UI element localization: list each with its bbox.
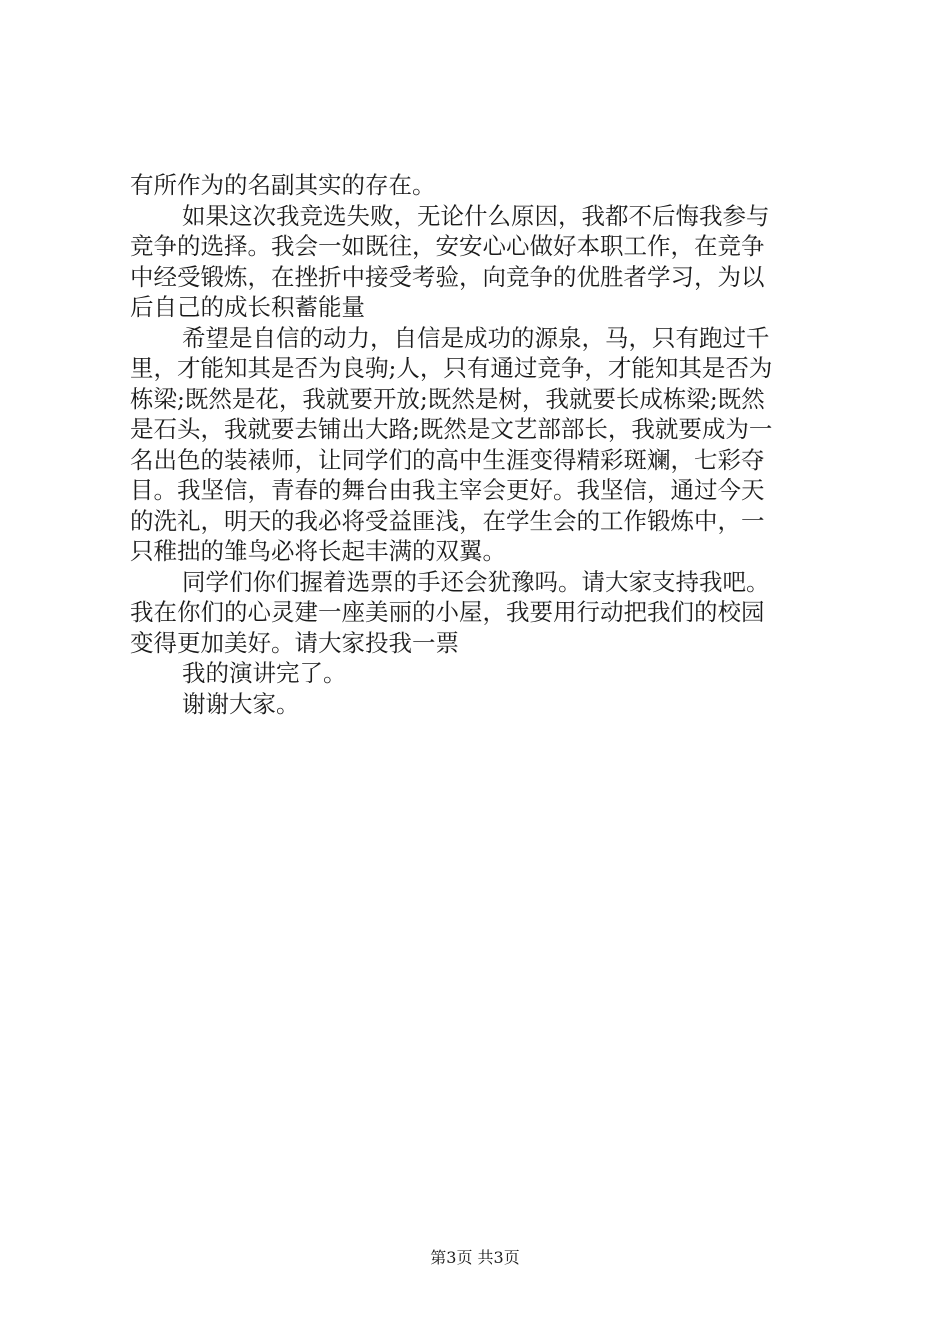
text-line: 栋梁;既然是花，我就要开放;既然是树，我就要长成栋梁;既然 [130,384,765,413]
text-line: 我在你们的心灵建一座美丽的小屋，我要用行动把我们的校园 [130,598,765,626]
document-body [130,170,830,719]
text-line: 中经受锻炼，在挫折中接受考验，向竞争的优胜者学习，为以 [130,262,765,291]
text-line: 谢谢大家。 [182,689,300,718]
text-line: 希望是自信的动力，自信是成功的源泉，马，只有跑过千 [182,323,770,352]
text-line: 是石头，我就要去铺出大路;既然是文艺部部长，我就要成为一 [130,415,773,443]
text-line: 有所作为的名副其实的存在。 [130,171,436,199]
text-line: 里，才能知其是否为良驹;人，只有通过竞争，才能知其是否为 [130,354,773,382]
text-line: 竞争的选择。我会一如既往，安安心心做好本职工作，在竞争 [130,232,765,260]
text-line: 名出色的装裱师，让同学们的高中生涯变得精彩斑斓，七彩夺 [130,445,765,474]
page-footer: 第3页 共3页 [430,1248,520,1267]
text-line: 我的演讲完了。 [182,659,347,687]
text-line: 如果这次我竞选失败，无论什么原因，我都不后悔我参与 [182,201,770,230]
text-line: 的洗礼，明天的我必将受益匪浅，在学生会的工作锻炼中，一 [130,506,765,535]
text-line: 同学们你们握着选票的手还会犹豫吗。请大家支持我吧。 [182,567,770,596]
text-line: 后自己的成长积蓄能量 [130,293,365,321]
text-line: 只稚拙的雏鸟必将长起丰满的双翼。 [130,537,506,565]
text-line: 变得更加美好。请大家投我一票 [130,628,459,657]
text-line: 目。我坚信，青春的舞台由我主宰会更好。我坚信，通过今天 [130,476,765,504]
